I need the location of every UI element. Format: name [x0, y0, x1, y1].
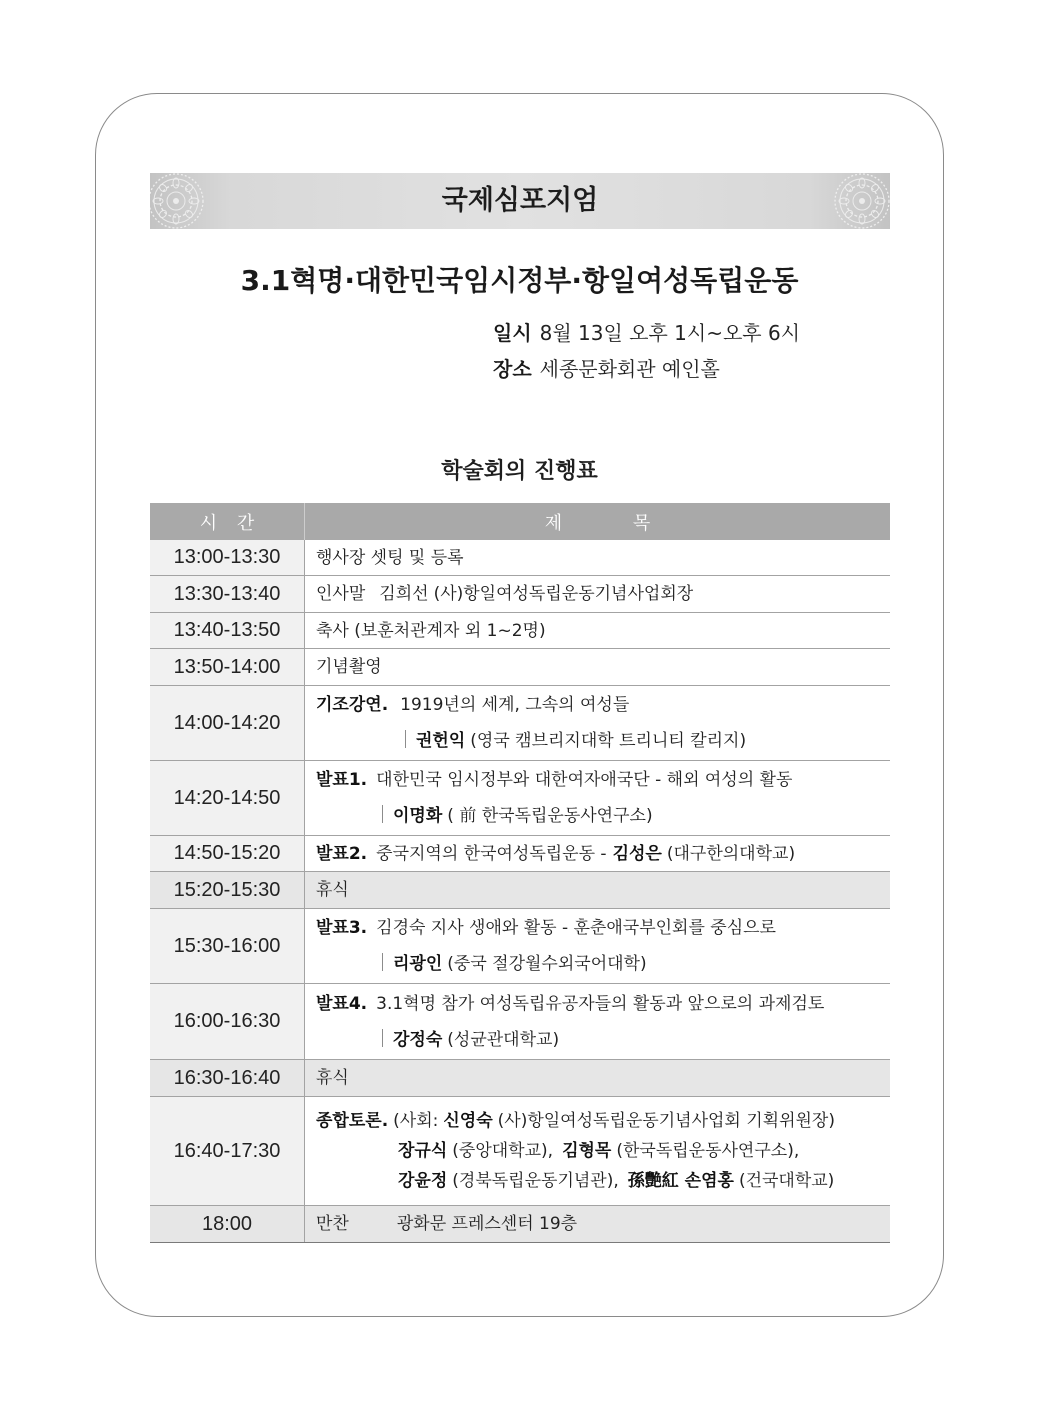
speaker-affiliation: (사)항일여성독립운동기념사업회장	[433, 584, 694, 604]
separator-bar	[382, 805, 383, 823]
event-title: 3.1혁명·대한민국임시정부·항일여성독립운동	[240, 264, 799, 297]
session-line	[316, 687, 890, 723]
time-cell: 15:30-16:00	[150, 909, 305, 983]
schedule-title: 학술회의 진행표	[441, 459, 598, 484]
table-row-break	[150, 1060, 890, 1097]
schedule-table	[150, 503, 890, 1243]
moderator-prefix: (사회:	[393, 1111, 439, 1131]
session-topic: 3.1혁명 참가 여성독립유공자들의 활동과 앞으로의 과제검토	[376, 993, 825, 1014]
subject-cell	[305, 761, 890, 835]
speaker-affiliation: (성균관대학교)	[447, 1029, 560, 1050]
panelist-affiliation: (중앙대학교),	[452, 1141, 554, 1161]
header-subject-label: 제 목	[544, 512, 651, 534]
header-subject	[305, 503, 890, 540]
subject-cell	[305, 649, 890, 685]
subject-cell	[305, 1097, 890, 1205]
speaker-name: 이명화	[393, 806, 443, 826]
speaker-affiliation: (영국 캠브리지대학 트리니티 칼리지)	[470, 731, 747, 751]
session-line	[316, 910, 890, 946]
header-banner	[150, 173, 890, 229]
time-cell: 14:00-14:20	[150, 686, 305, 760]
session-line	[316, 836, 890, 871]
panelist-name: 김형목	[562, 1141, 612, 1161]
session-line	[316, 762, 890, 798]
panelist-name: 孫艷紅 손염홍	[627, 1171, 734, 1191]
session-text: 광화문 프레스센터 19층	[396, 1214, 578, 1234]
venue-label: 장소	[493, 357, 532, 381]
subject-cell	[305, 836, 890, 871]
separator-bar	[382, 953, 383, 971]
panelist-name: 장규식	[398, 1141, 448, 1161]
session-text: 축사 (보훈처관계자 외 1~2명)	[316, 620, 546, 641]
table-row	[150, 761, 890, 836]
time-cell: 13:50-14:00	[150, 649, 305, 685]
subject-cell	[305, 984, 890, 1059]
session-label: 발표2.	[316, 843, 368, 864]
time-cell: 16:40-17:30	[150, 1097, 305, 1205]
speaker-name: 권헌익	[416, 731, 466, 751]
time-cell: 13:40-13:50	[150, 613, 305, 648]
ornament-right-icon	[832, 173, 890, 229]
time-cell: 16:30-16:40	[150, 1060, 305, 1096]
moderator-name: 신영숙	[443, 1111, 493, 1131]
time-cell: 14:20-14:50	[150, 761, 305, 835]
separator-bar	[405, 730, 406, 748]
session-text: 휴식	[316, 880, 349, 900]
session-topic: 중국지역의 한국여성독립운동 -	[376, 843, 607, 864]
session-topic: 김경숙 지사 생애와 활동 - 훈춘애국부인회를 중심으로	[376, 918, 776, 938]
separator-bar	[382, 1029, 383, 1047]
time-cell: 15:20-15:30	[150, 872, 305, 908]
time-cell: 14:50-15:20	[150, 836, 305, 871]
panelist-affiliation: (한국독립운동사연구소),	[616, 1141, 800, 1161]
subject-cell	[305, 1206, 890, 1242]
session-line	[316, 1106, 890, 1136]
time-cell: 18:00	[150, 1206, 305, 1242]
session-label: 발표3.	[316, 918, 368, 938]
banner-title: 국제심포지엄	[441, 185, 599, 216]
speaker-name: 리광인	[393, 954, 443, 974]
speaker-name: 김성은	[612, 843, 662, 864]
session-line	[316, 576, 890, 612]
time-cell: 13:30-13:40	[150, 576, 305, 612]
session-label: 발표4.	[316, 993, 368, 1014]
table-row	[150, 984, 890, 1060]
session-label: 종합토론.	[316, 1111, 389, 1131]
session-text: 기념촬영	[316, 657, 382, 677]
moderator-affiliation: (사)항일여성독립운동기념사업회 기획위원장)	[497, 1111, 835, 1131]
session-label: 만찬	[316, 1214, 349, 1234]
session-text: 휴식	[316, 1068, 349, 1088]
panelist-line	[316, 1136, 890, 1166]
subject-cell	[305, 576, 890, 612]
event-date	[493, 315, 800, 351]
session-label: 인사말	[316, 584, 366, 604]
subject-cell	[305, 540, 890, 575]
speaker-line	[316, 946, 890, 982]
table-row	[150, 686, 890, 761]
speaker-name: 김희선	[379, 584, 429, 604]
table-header-row	[150, 503, 890, 540]
date-value: 8월 13일 오후 1시~오후 6시	[539, 321, 801, 345]
event-venue	[493, 351, 720, 387]
date-label: 일시	[493, 321, 532, 345]
table-row-break	[150, 872, 890, 909]
speaker-line	[316, 1022, 890, 1058]
speaker-name: 강정숙	[393, 1029, 443, 1050]
session-topic: 대한민국 임시정부와 대한여자애국단 - 해외 여성의 활동	[376, 770, 793, 790]
panelist-affiliation: (경북독립운동기념관),	[452, 1171, 619, 1191]
time-cell: 13:00-13:30	[150, 540, 305, 575]
table-row	[150, 540, 890, 576]
speaker-line	[316, 798, 890, 834]
subject-cell	[305, 1060, 890, 1096]
subject-cell	[305, 909, 890, 983]
speaker-affiliation: ( 前 한국독립운동사연구소)	[447, 806, 653, 826]
speaker-line	[316, 723, 890, 759]
header-time: 시 간	[150, 503, 305, 540]
panelist-name: 강윤정	[398, 1171, 448, 1191]
table-row	[150, 613, 890, 649]
session-label: 발표1.	[316, 770, 368, 790]
session-text: 행사장 셋팅 및 등록	[316, 547, 464, 568]
session-topic: 1919년의 세계, 그속의 여성들	[400, 695, 630, 715]
session-line	[316, 986, 890, 1022]
panelist-line	[316, 1166, 890, 1196]
table-row	[150, 836, 890, 872]
table-row-dinner	[150, 1206, 890, 1243]
subject-cell	[305, 872, 890, 908]
subject-cell	[305, 686, 890, 760]
subject-cell	[305, 613, 890, 648]
table-row	[150, 1097, 890, 1206]
time-cell: 16:00-16:30	[150, 984, 305, 1059]
table-row	[150, 576, 890, 613]
venue-value: 세종문화회관 예인홀	[539, 357, 720, 381]
session-line	[316, 1206, 890, 1242]
speaker-affiliation: (중국 절강월수외국어대학)	[447, 954, 647, 974]
table-row	[150, 649, 890, 686]
speaker-affiliation: (대구한의대학교)	[666, 843, 796, 864]
panelist-affiliation: (건국대학교)	[738, 1171, 835, 1191]
table-row	[150, 909, 890, 984]
session-label: 기조강연.	[316, 695, 389, 715]
